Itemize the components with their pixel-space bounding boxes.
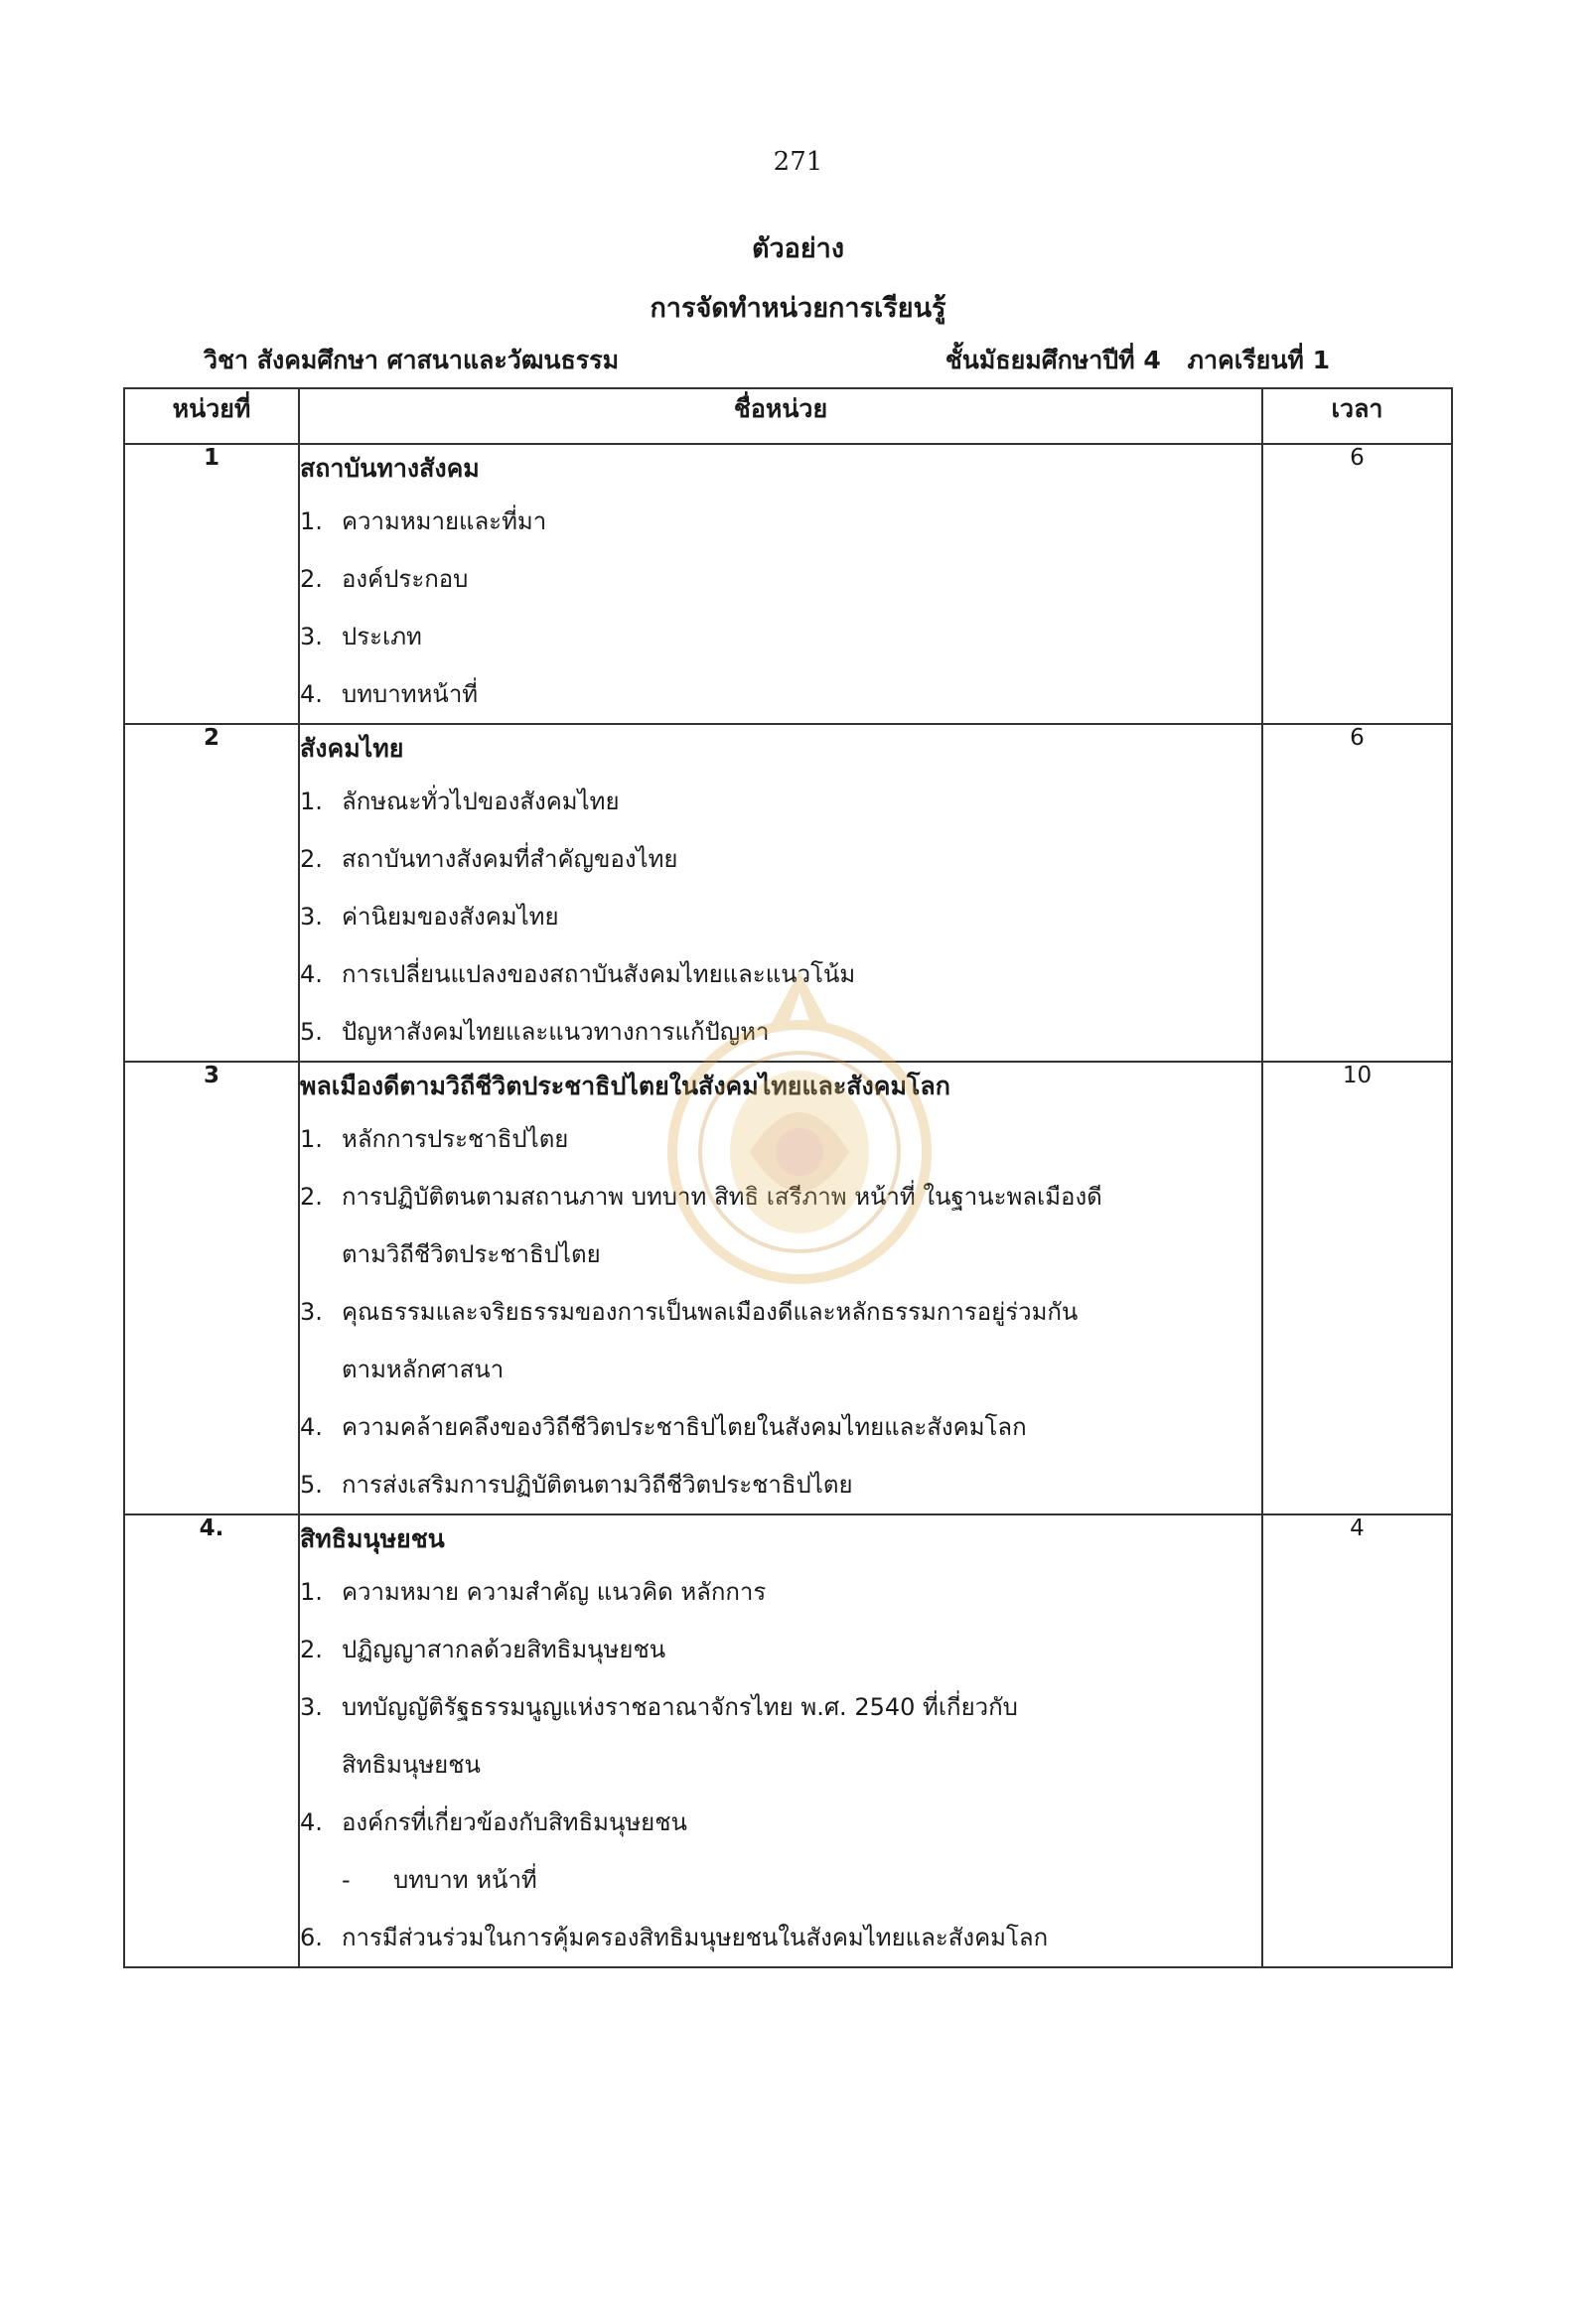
list-item [300,1398,1261,1456]
table-row [124,1514,1452,1967]
unit-number: 2 [124,724,299,1062]
item-number: 1. [300,1578,323,1606]
list-item [300,1563,1261,1621]
table-row [124,1062,1452,1514]
item-text: ลักษณะทั่วไปของสังคมไทย [342,788,620,815]
unit-content [299,444,1262,724]
item-text: ประเภท [342,623,422,650]
list-item [300,888,1261,945]
item-number: 2. [300,845,323,873]
learning-units-table [123,387,1453,1968]
item-number: 3. [300,1298,323,1326]
list-item [300,1341,1261,1398]
item-text: คุณธรรมและจริยธรรมของการเป็นพลเมืองดีและหลักธรรมการอยู่ร่วมกัน [342,1298,1079,1326]
item-number: 4. [300,960,323,988]
item-number: 4. [300,680,323,708]
item-number: 3. [300,1693,323,1721]
unit-title: สิทธิมนุษยชน [300,1524,445,1553]
item-text: บทบัญญัติรัฐธรรมนูญแห่งราชอาณาจักรไทย พ.ศ. 2540 ที่เกี่ยวกับ [342,1693,1018,1721]
list-item [300,1909,1261,1966]
semester-label: ภาคเรียนที่ 1 [1187,346,1330,374]
item-number: 6. [300,1924,323,1951]
page-number: 271 [773,147,823,177]
list-item [300,1283,1261,1341]
item-text: การส่งเสริมการปฏิบัติตนตามวิถีชีวิตประชาธิปไตย [342,1471,853,1499]
item-number: 2. [300,565,323,593]
item-text: สิทธิมนุษยชน [342,1751,481,1779]
item-text: หลักการประชาธิปไตย [342,1125,569,1153]
item-text: ปฏิญญาสากลด้วยสิทธิมนุษยชน [342,1636,666,1663]
item-text: ปัญหาสังคมไทยและแนวทางการแก้ปัญหา [342,1018,770,1046]
list-item [300,1003,1261,1061]
item-text: การเปลี่ยนแปลงของสถาบันสังคมไทยและแนวโน้ม [342,960,856,988]
list-item [300,550,1261,608]
item-number: 2. [300,1636,323,1663]
header-time: เวลา [1262,388,1452,444]
unit-content [299,1514,1262,1967]
subject-line: วิชา สังคมศึกษา ศาสนาและวัฒนธรรม [204,346,620,374]
grade-line [928,341,1330,380]
item-text: ตามหลักศาสนา [342,1356,505,1383]
list-item [300,493,1261,550]
list-item [300,1110,1261,1168]
table-header-row [124,388,1452,444]
unit-title: พลเมืองดีตามวิถีชีวิตประชาธิปไตยในสังคมไทยและสังคมโลก [300,1072,950,1100]
item-text: สถาบันทางสังคมที่สำคัญของไทย [342,845,678,873]
list-item [300,1736,1261,1794]
item-text: การมีส่วนร่วมในการคุ้มครองสิทธิมนุษยชนในสังคมไทยและสังคมโลก [342,1924,1049,1951]
unit-title: สังคมไทย [300,734,404,763]
item-text: ตามวิถีชีวิตประชาธิปไตย [342,1240,601,1268]
list-item [300,1168,1261,1225]
list-item [300,945,1261,1003]
item-number: 2. [300,1183,323,1211]
item-number: 4. [300,1808,323,1836]
unit-content [299,1062,1262,1514]
example-heading: ตัวอย่าง [751,233,845,264]
unit-content [299,724,1262,1062]
list-item [300,773,1261,830]
item-number: 5. [300,1471,323,1499]
item-number: 1. [300,1125,323,1153]
item-text: การปฏิบัติตนตามสถานภาพ บทบาท สิทธิ เสรีภาพ หน้าที่ ในฐานะพลเมืองดี [342,1183,1102,1211]
list-item [300,1225,1261,1283]
item-text: บทบาท หน้าที่ [393,1866,537,1894]
item-number: 3. [300,623,323,650]
unit-time: 10 [1262,1062,1452,1514]
item-number: 1. [300,788,323,815]
unit-number: 3 [124,1062,299,1514]
list-item [300,830,1261,888]
header-unit-name: ชื่อหน่วย [299,388,1262,444]
list-item [300,1456,1261,1513]
item-number: 4. [300,1413,323,1441]
grade-label: ชั้นมัธยมศึกษาปีที่ 4 [944,346,1161,374]
item-number: 3. [300,903,323,931]
learning-unit-heading: การจัดทำหน่วยการเรียนรู้ [650,293,946,324]
list-item [300,1621,1261,1678]
unit-time: 4 [1262,1514,1452,1967]
table-row [124,724,1452,1062]
item-text: องค์ประกอบ [342,565,469,593]
item-text: บทบาทหน้าที่ [342,680,479,708]
header-unit-number: หน่วยที่ [124,388,299,444]
item-text: ความคล้ายคลึงของวิถีชีวิตประชาธิปไตยในสังคมไทยและสังคมโลก [342,1413,1027,1441]
unit-number: 1 [124,444,299,724]
list-item [300,1794,1261,1851]
table-row [124,444,1452,724]
unit-time: 6 [1262,724,1452,1062]
item-text: ความหมาย ความสำคัญ แนวคิด หลักการ [342,1578,767,1606]
item-number: - [342,1866,351,1894]
item-number: 5. [300,1018,323,1046]
list-item [300,665,1261,723]
unit-number: 4. [124,1514,299,1967]
list-item [300,608,1261,665]
unit-title: สถาบันทางสังคม [300,454,480,483]
item-text: ค่านิยมของสังคมไทย [342,903,559,931]
item-text: ความหมายและที่มา [342,507,547,535]
item-number: 1. [300,507,323,535]
list-item [300,1851,1261,1909]
item-text: องค์กรที่เกี่ยวข้องกับสิทธิมนุษยชน [342,1808,687,1836]
list-item [300,1678,1261,1736]
unit-time: 6 [1262,444,1452,724]
